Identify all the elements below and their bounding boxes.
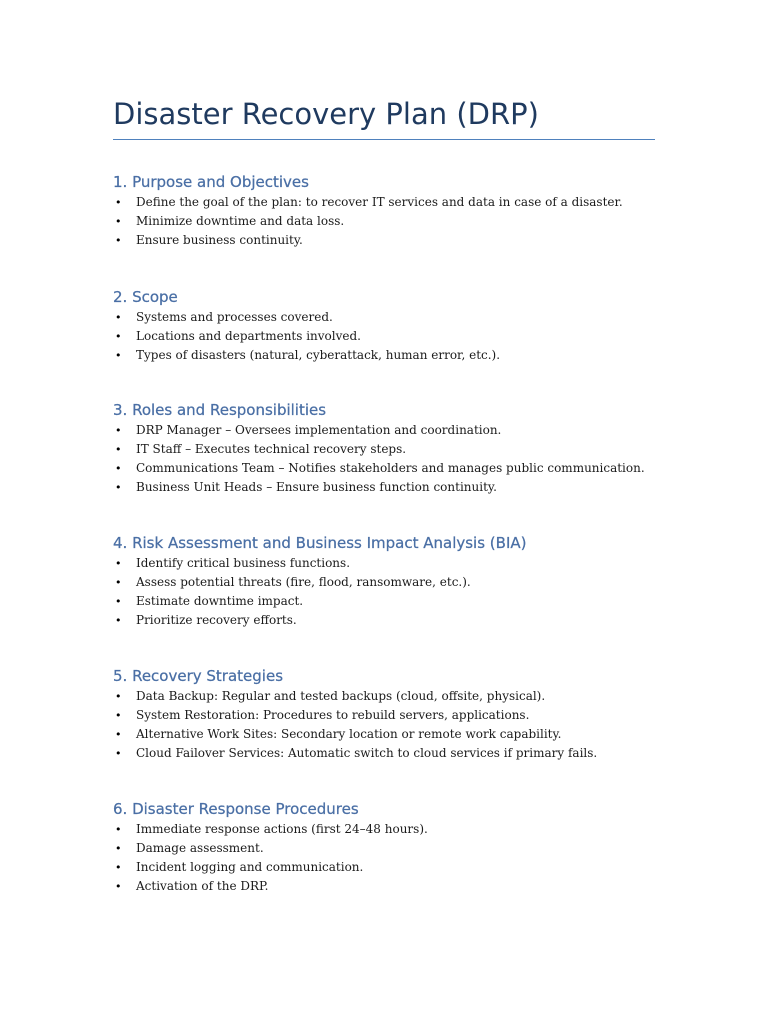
list-item-text: Business Unit Heads – Ensure business function continuity. [136, 480, 497, 494]
list-item-text: Locations and departments involved. [136, 329, 361, 343]
section-6 [113, 798, 655, 896]
section-heading: 2. Scope [113, 288, 178, 306]
list-item-text: Data Backup: Regular and tested backups (cloud, offsite, physical). [136, 689, 546, 703]
list-item [113, 459, 655, 478]
list-item [113, 212, 655, 231]
bullet-icon: • [115, 823, 122, 836]
bullet-icon: • [115, 842, 122, 855]
bullet-icon: • [115, 330, 122, 343]
bullet-icon: • [115, 728, 122, 741]
list-item [113, 839, 655, 858]
bullet-list [113, 820, 655, 896]
bullet-icon: • [115, 234, 122, 247]
bullet-icon: • [115, 311, 122, 324]
list-item-text: DRP Manager – Oversees implementation and coordination. [136, 423, 502, 437]
list-item-text: Systems and processes covered. [136, 310, 333, 324]
bullet-icon: • [115, 215, 122, 228]
title-underline [113, 139, 655, 140]
list-item [113, 231, 655, 250]
list-item [113, 193, 655, 212]
list-item [113, 478, 655, 497]
list-item-text: Alternative Work Sites: Secondary location or remote work capability. [136, 727, 562, 741]
list-item [113, 346, 655, 365]
bullet-icon: • [115, 557, 122, 570]
bullet-icon: • [115, 196, 122, 209]
bullet-icon: • [115, 880, 122, 893]
list-item-text: Define the goal of the plan: to recover IT services and data in case of a disaster. [136, 195, 623, 209]
list-item-text: Minimize downtime and data loss. [136, 214, 345, 228]
bullet-icon: • [115, 481, 122, 494]
bullet-list [113, 308, 655, 365]
list-item-text: Damage assessment. [136, 841, 264, 855]
bullet-icon: • [115, 861, 122, 874]
bullet-icon: • [115, 443, 122, 456]
bullet-icon: • [115, 462, 122, 475]
section-heading: 6. Disaster Response Procedures [113, 800, 359, 818]
bullet-icon: • [115, 576, 122, 589]
list-item [113, 592, 655, 611]
bullet-icon: • [115, 349, 122, 362]
section-4 [113, 532, 655, 630]
list-item [113, 877, 655, 896]
list-item-text: Assess potential threats (fire, flood, ransomware, etc.). [136, 575, 471, 589]
section-1 [113, 171, 655, 250]
section-2 [113, 286, 655, 365]
list-item [113, 573, 655, 592]
bullet-icon: • [115, 690, 122, 703]
list-item-text: Types of disasters (natural, cyberattack, human error, etc.). [136, 348, 501, 362]
list-item-text: Cloud Failover Services: Automatic switch to cloud services if primary fails. [136, 746, 598, 760]
list-item-text: Identify critical business functions. [136, 556, 351, 570]
list-item [113, 706, 655, 725]
list-item [113, 421, 655, 440]
list-item-text: IT Staff – Executes technical recovery steps. [136, 442, 407, 456]
section-heading: 5. Recovery Strategies [113, 667, 284, 685]
document-title: Disaster Recovery Plan (DRP) [113, 97, 539, 131]
bullet-list [113, 687, 655, 763]
list-item-text: Incident logging and communication. [136, 860, 364, 874]
list-item [113, 308, 655, 327]
bullet-icon: • [115, 709, 122, 722]
bullet-icon: • [115, 614, 122, 627]
bullet-icon: • [115, 595, 122, 608]
list-item-text: Estimate downtime impact. [136, 594, 304, 608]
list-item [113, 858, 655, 877]
list-item-text: Immediate response actions (first 24–48 hours). [136, 822, 428, 836]
list-item [113, 440, 655, 459]
list-item [113, 687, 655, 706]
list-item-text: Prioritize recovery efforts. [136, 613, 297, 627]
list-item [113, 744, 655, 763]
list-item-text: Communications Team – Notifies stakeholders and manages public communication. [136, 461, 645, 475]
section-heading: 3. Roles and Responsibilities [113, 401, 327, 419]
section-5 [113, 665, 655, 763]
bullet-icon: • [115, 424, 122, 437]
list-item-text: Ensure business continuity. [136, 233, 303, 247]
list-item [113, 611, 655, 630]
section-3 [113, 399, 655, 497]
bullet-list [113, 421, 655, 497]
list-item [113, 327, 655, 346]
section-heading: 1. Purpose and Objectives [113, 173, 309, 191]
list-item-text: System Restoration: Procedures to rebuild servers, applications. [136, 708, 530, 722]
list-item [113, 554, 655, 573]
bullet-list [113, 554, 655, 630]
list-item-text: Activation of the DRP. [136, 879, 269, 893]
list-item [113, 725, 655, 744]
section-heading: 4. Risk Assessment and Business Impact Analysis (BIA) [113, 534, 527, 552]
list-item [113, 820, 655, 839]
bullet-list [113, 193, 655, 250]
bullet-icon: • [115, 747, 122, 760]
